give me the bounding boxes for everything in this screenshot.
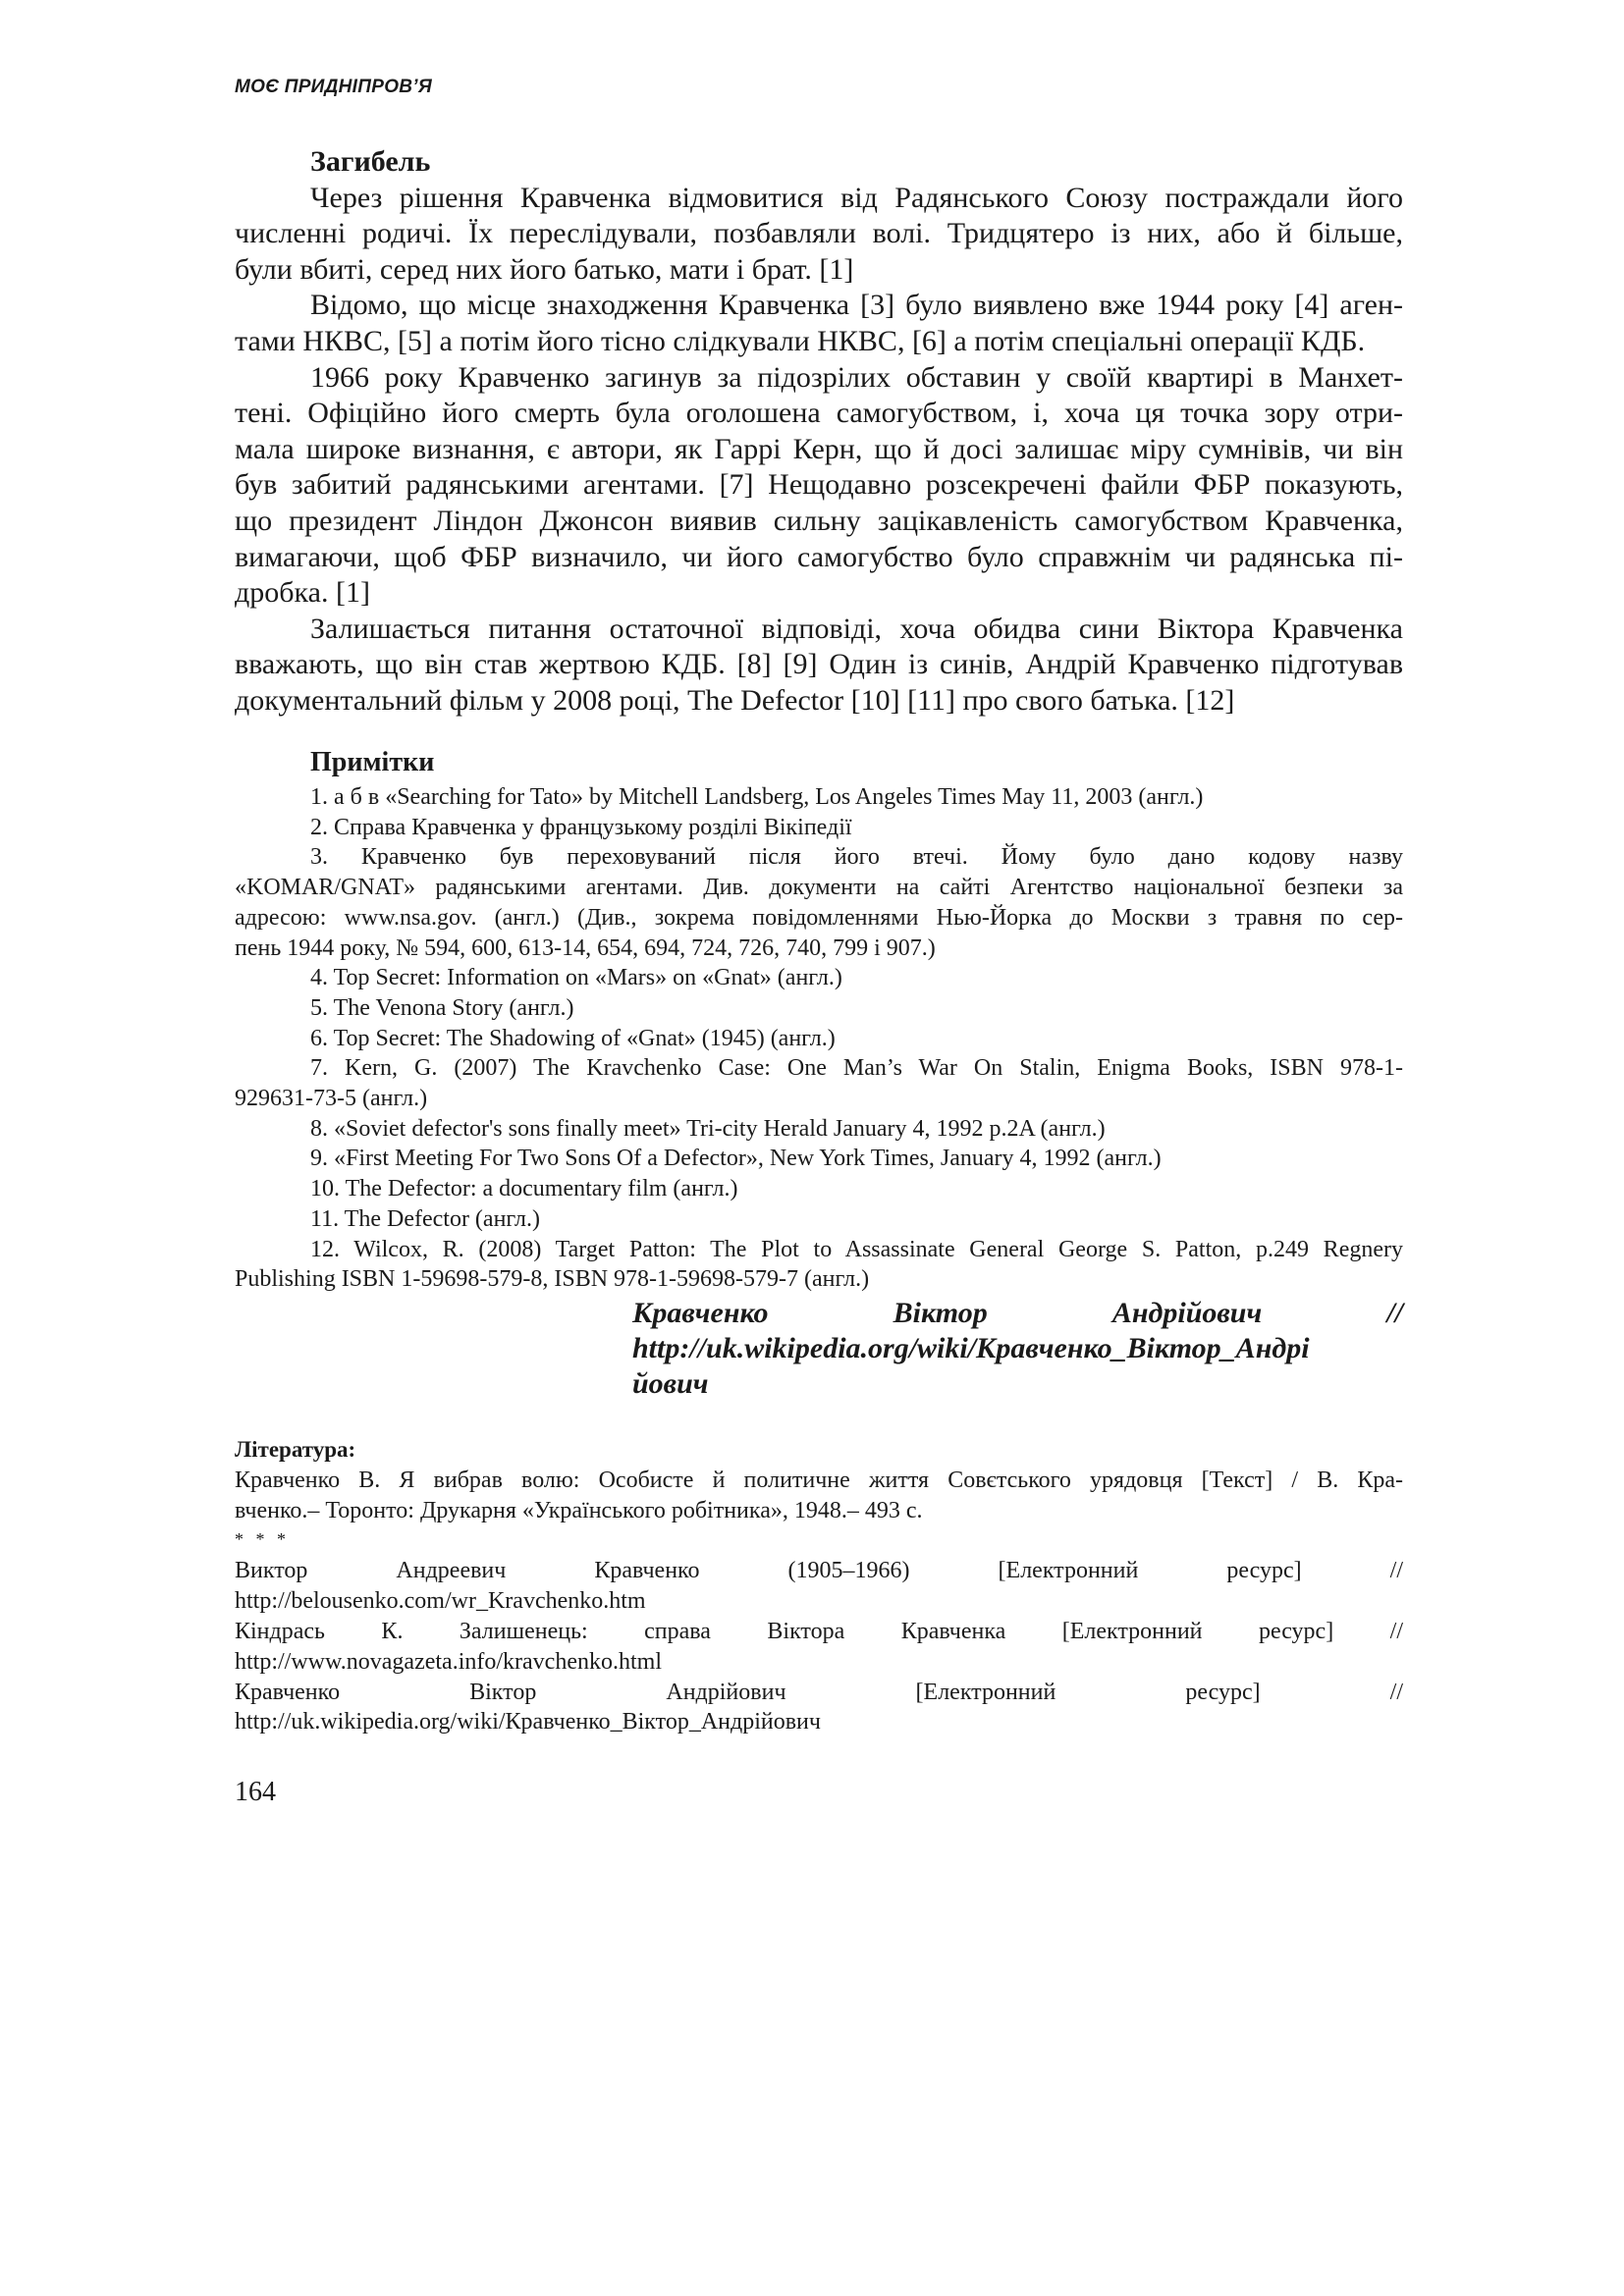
literature-list (235, 1466, 1403, 1737)
text-line: пень 1944 року, № 594, 600, 613-14, 654, 694, 724, 726, 740, 799 і 907.) (235, 934, 936, 961)
text-line: численні родичі. Їх переслідували, позбавляли волі. Тридцятеро із них, або й більше, (235, 217, 1403, 250)
text-line: http://www.novagazeta.info/kravchenko.html (235, 1648, 662, 1675)
literature-entry (235, 1678, 1403, 1738)
text-line: були вбиті, серед них його батько, мати і брат. [1] (235, 252, 854, 286)
text-line: 8. «Soviet defector's sons finally meet» Tri-city Herald January 4, 1992 p.2A (англ.) (310, 1115, 1106, 1142)
note-item (235, 1204, 1403, 1235)
text-line: вважають, що він став жертвою КДБ. [8] [9] Один із синів, Андрій Кравченко підготував (235, 648, 1403, 681)
text-line: 12. Wilcox, R. (2008) Target Patton: The Plot to Assassinate General George S. Patton, p.249 Regnery (310, 1236, 1403, 1262)
text-line: Через рішення Кравченка відмовитися від Радянського Союзу постраждали його (310, 181, 1403, 214)
running-header: МОЄ ПРИДНІПРОВ’Я (235, 77, 433, 97)
text-line: 11. The Defector (англ.) (310, 1205, 541, 1232)
note-item (235, 782, 1403, 813)
text-line: Відомо, що місце знаходження Кравченка [3] було виявлено вже 1944 року [4] аген- (310, 289, 1403, 322)
text-line: 3. Кравченко був переховуваний після його втечі. Йому було дано кодову назву (310, 844, 1403, 871)
paragraph (235, 360, 1403, 612)
note-item (235, 1114, 1403, 1145)
text-line: Кравченко Віктор Андрійович // (632, 1297, 1403, 1329)
text-line: Кіндрась К. Залишенець: справа Віктора Кравченка [Електронний ресурс] // (235, 1618, 1403, 1644)
text-line: 10. The Defector: a documentary film (англ.) (310, 1176, 738, 1202)
literature-heading: Література: (235, 1437, 356, 1462)
text-line: що президент Ліндон Джонсон виявив сильну зацікавленість самогубством Кравченка, (235, 504, 1403, 537)
note-item (235, 993, 1403, 1024)
text-line: Виктор Андреевич Кравченко (1905–1966) [Електронний ресурс] // (235, 1558, 1403, 1584)
text-line: тені. Офіційно його смерть була оголошена самогубством, і, хоча ця точка зору отри- (235, 397, 1403, 430)
text-line: тами НКВС, [5] а потім його тісно слідкували НКВС, [6] а потім спеціальні операції КДБ. (235, 324, 1366, 357)
note-item (235, 1174, 1403, 1204)
text-line: 6. Top Secret: The Shadowing of «Gnat» (1945) (англ.) (310, 1025, 836, 1051)
text-line: вченко.– Торонто: Друкарня «Українського робітника», 1948.– 493 с. (235, 1497, 923, 1523)
literature-entry (235, 1556, 1403, 1617)
literature-entry (235, 1466, 1403, 1526)
text-line: Publishing ISBN 1-59698-579-8, ISBN 978-1-59698-579-7 (англ.) (235, 1266, 870, 1293)
note-item (235, 963, 1403, 993)
text-line: був забитий радянськими агентами. [7] Нещодавно розсекречені файли ФБР показують, (235, 468, 1403, 502)
paragraphs (235, 181, 1403, 720)
article-body (235, 144, 1403, 720)
text-line: http://uk.wikipedia.org/wiki/Кравченко_Віктор_Андрі (632, 1332, 1310, 1364)
text-line: Кравченко В. Я вибрав волю: Особисте й политичне життя Совєтського урядовця [Текст] / В. Кра- (235, 1468, 1403, 1493)
text-line: 1966 року Кравченко загинув за підозрілих обставин у своїй квартирі в Манхет- (310, 360, 1403, 394)
text-line: адресою: www.nsa.gov. (англ.) (Див., зокрема повідомленнями Нью-Йорка до Москви з травня по сер- (235, 904, 1403, 931)
source-citation (632, 1296, 1403, 1402)
note-item (235, 1053, 1403, 1113)
text-line: документальний фільм у 2008 році, The Defector [10] [11] про свого батька. [12] (235, 683, 1235, 717)
text-line: 5. The Venona Story (англ.) (310, 994, 574, 1021)
text-line: 7. Kern, G. (2007) The Kravchenko Case: One Man’s War On Stalin, Enigma Books, ISBN 978-1- (310, 1055, 1403, 1082)
paragraph (235, 288, 1403, 359)
note-item (235, 1144, 1403, 1174)
citation-text (632, 1296, 1403, 1402)
text-line: дробка. [1] (235, 576, 370, 610)
text-line: 4. Top Secret: Information on «Mars» on «Gnat» (англ.) (310, 965, 842, 991)
text-line: йович (632, 1367, 709, 1400)
note-item (235, 842, 1403, 963)
notes-list (235, 782, 1403, 1295)
note-item (235, 1235, 1403, 1295)
text-line: «KOMAR/GNAT» радянськими агентами. Див. документи на сайті Агентство національної безпеки за (235, 875, 1403, 901)
text-line: мала широке визнання, є автори, як Гаррі Керн, що й досі залишає міру сумнівів, чи він (235, 432, 1403, 465)
note-item (235, 1024, 1403, 1054)
text-line: 1. а б в «Searching for Tato» by Mitchell Landsberg, Los Angeles Times May 11, 2003 (англ.) (310, 784, 1204, 810)
section-title: Загибель (310, 145, 431, 178)
notes-heading: Примітки (310, 747, 435, 777)
note-item (235, 813, 1403, 843)
paragraph (235, 612, 1403, 720)
text-line: вимагаючи, щоб ФБР визначило, чи його самогубство було справжнім чи радянська пі- (235, 540, 1403, 573)
text-line: http://uk.wikipedia.org/wiki/Кравченко_Віктор_Андрійович (235, 1709, 821, 1735)
text-line: 929631-73-5 (англ.) (235, 1086, 428, 1112)
paragraph (235, 181, 1403, 289)
literature-entry (235, 1617, 1403, 1678)
text-line: 9. «First Meeting For Two Sons Of a Defector», New York Times, January 4, 1992 (англ.) (310, 1146, 1162, 1172)
separator: * * * (235, 1528, 290, 1549)
page-number: 164 (235, 1777, 276, 1807)
text-line: Кравченко Віктор Андрійович [Електронний ресурс] // (235, 1679, 1403, 1705)
text-line: 2. Справа Кравченка у французькому розділі Вікіпедії (310, 814, 852, 840)
text-line: Залишається питання остаточної відповіді, хоча обидва сини Віктора Кравченка (310, 612, 1403, 645)
text-line: http://belousenko.com/wr_Kravchenko.htm (235, 1588, 646, 1615)
